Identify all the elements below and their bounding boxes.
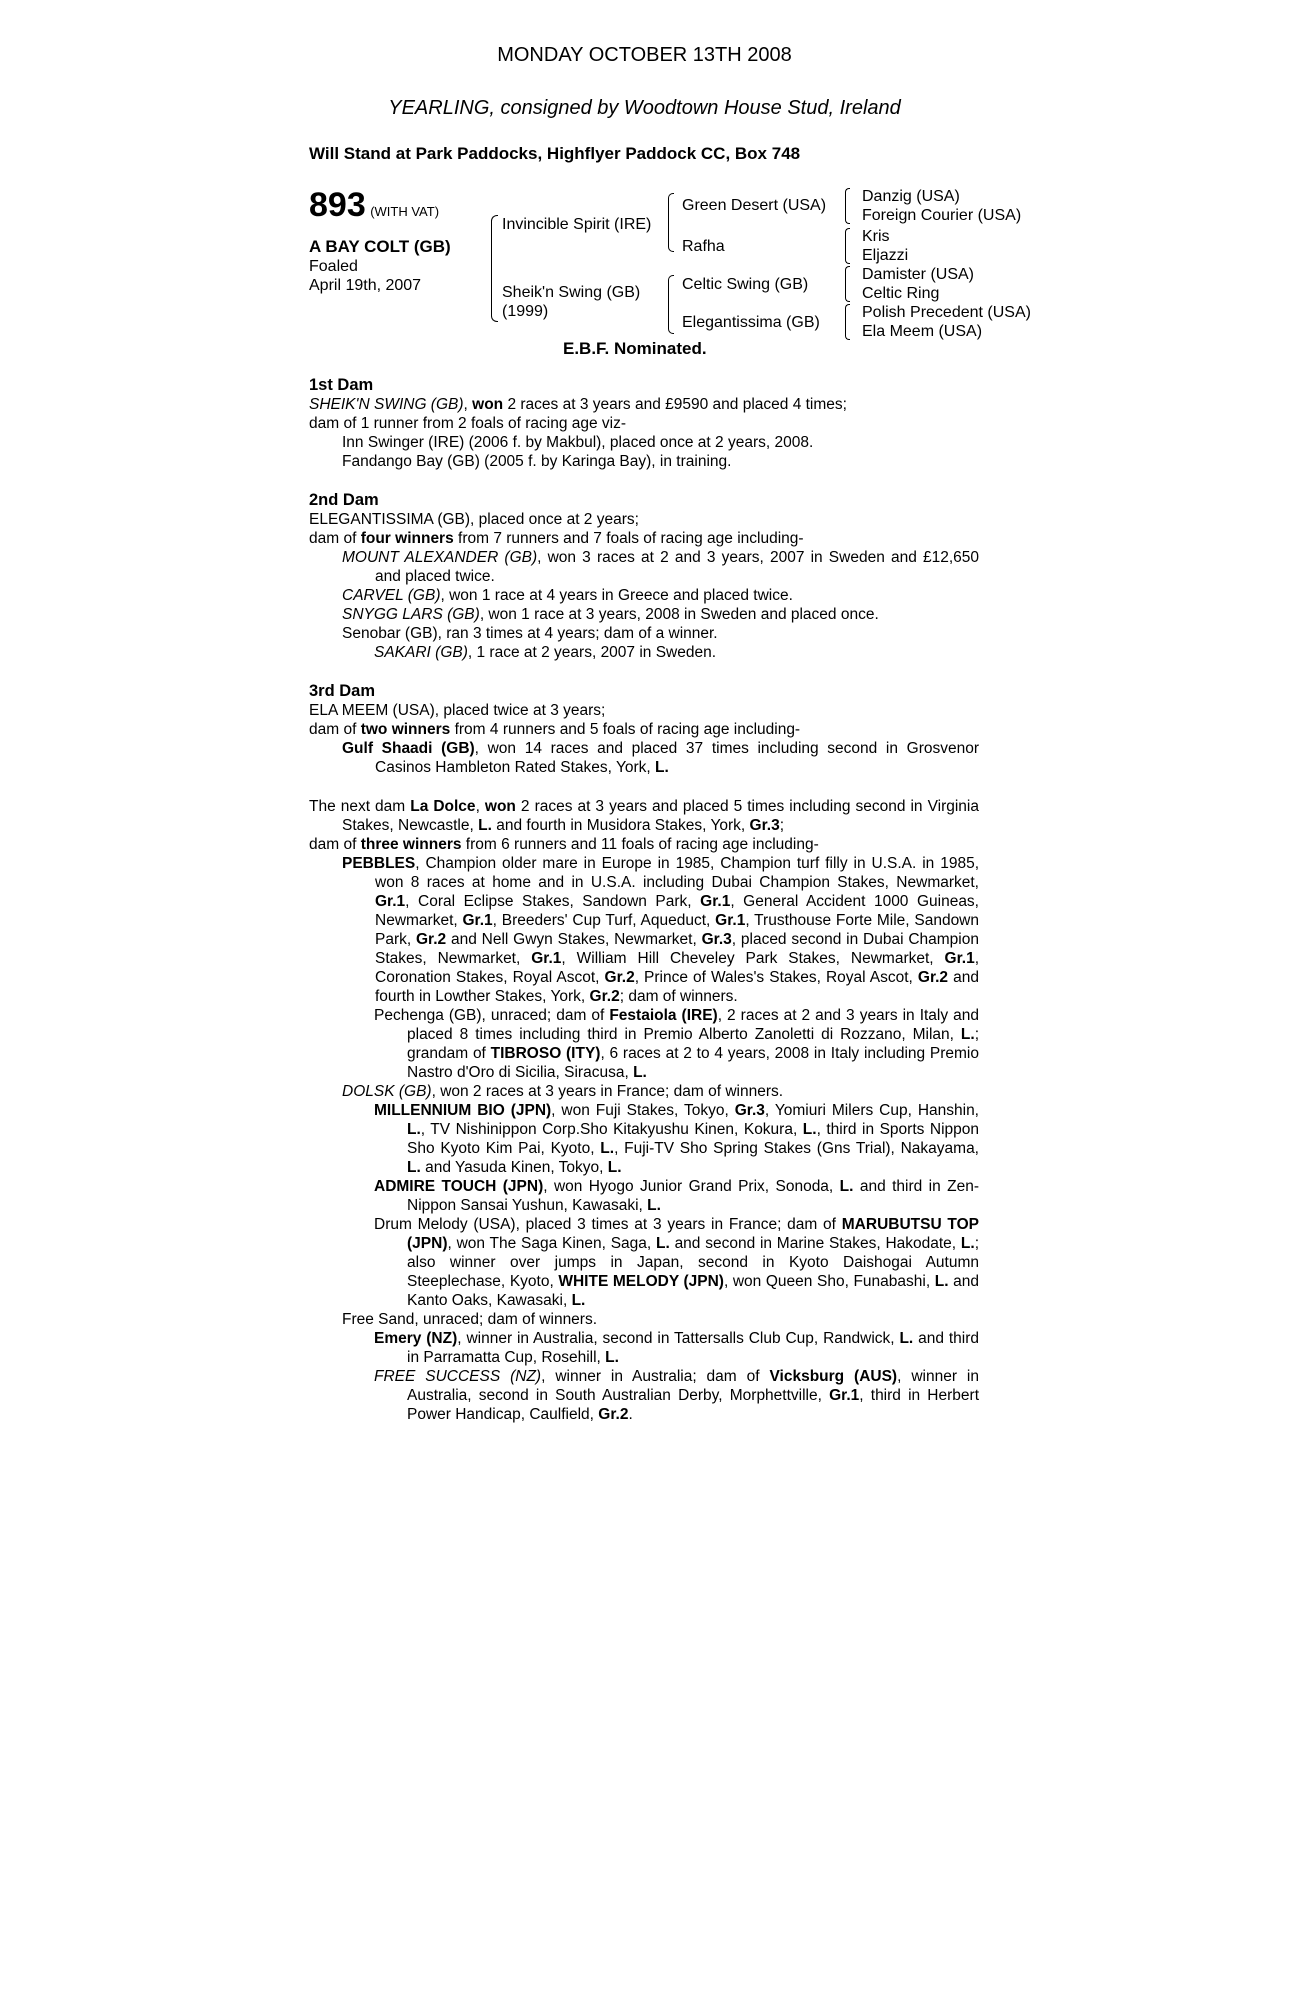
vat-note: (WITH VAT)	[370, 204, 440, 219]
pedigree-dds: Polish Precedent (USA)	[862, 304, 1031, 321]
first-dam-section	[309, 376, 979, 471]
progeny-entry-pebbles: PEBBLES, Champion older mare in Europe in 1985, Champion turf filly in U.S.A. in 1985, won 8 races at home and in U.S.A. including Dubai Champion Stakes, Newmarket, Gr.1, Coral Eclipse Stakes, Sandown Park, Gr.1, General Accident 1000 Guineas, Newmarket, Gr.1, Breeders' Cup Turf, Aqueduct, Gr.1, Trusthouse Forte Mile, Sandown Park, Gr.2 and Nell Gwyn Stakes, Newmarket, Gr.3, placed second in Dubai Champion Stakes, Newmarket, Gr.1, William Hill Cheveley Park Stakes, Newmarket, Gr.1, Coronation Stakes, Royal Ascot, Gr.2, Prince of Wales's Stakes, Royal Ascot, Gr.2 and fourth in Lowther Stakes, York, Gr.2; dam of winners.	[342, 855, 980, 1005]
progeny-entry-dolsk: DOLSK (GB), won 2 races at 3 years in France; dam of winners.	[342, 1083, 784, 1100]
stand-location: Will Stand at Park Paddocks, Highflyer Paddock CC, Box 748	[309, 144, 801, 163]
pedigree-dam: Sheik'n Swing (GB)	[502, 284, 641, 301]
ebf-nominated: E.B.F. Nominated.	[563, 339, 707, 358]
pedigree-brace-ds	[845, 266, 850, 302]
progeny-entry: Senobar (GB), ran 3 times at 4 years; dam of a winner.	[342, 625, 718, 642]
pedigree-ddd: Ela Meem (USA)	[862, 323, 983, 340]
dam-line: ELEGANTISSIMA (GB), placed once at 2 years;	[309, 511, 639, 528]
pedigree-ssd: Foreign Courier (USA)	[862, 207, 1022, 224]
progeny-entry: Inn Swinger (IRE) (2006 f. by Makbul), placed once at 2 years, 2008.	[342, 434, 814, 451]
section-title: 2nd Dam	[309, 491, 379, 509]
next-dam-section	[309, 797, 979, 1424]
pedigree-dd: Elegantissima (GB)	[682, 314, 820, 331]
pedigree-brace-gen1	[491, 215, 498, 322]
section-title: 3rd Dam	[309, 682, 376, 700]
progeny-entry-drum-melody: Drum Melody (USA), placed 3 times at 3 years in France; dam of MARUBUTSU TOP (JPN), won The Saga Kinen, Saga, L. and second in Marine Stakes, Hakodate, L.; also winner over jumps in Japan, second in Kyoto Daishogai Autumn Steeplechase, Kyoto, WHITE MELODY (JPN), won Queen Sho, Funabashi, L. and Kanto Oaks, Kawasaki, L.	[374, 1216, 979, 1309]
progeny-entry-emery: Emery (NZ), winner in Australia, second in Tattersalls Club Cup, Randwick, L. and third in Parramatta Cup, Rosehill, L.	[374, 1330, 979, 1366]
second-dam-section	[309, 491, 979, 662]
dam-of-line: dam of two winners from 4 runners and 5 foals of racing age including-	[309, 721, 801, 738]
progeny-entry: CARVEL (GB), won 1 race at 4 years in Greece and placed twice.	[342, 587, 793, 604]
foaled-label: Foaled	[309, 258, 358, 275]
progeny-entry: SAKARI (GB), 1 race at 2 years, 2007 in Sweden.	[374, 644, 717, 661]
dam-line: SHEIK'N SWING (GB), won 2 races at 3 years and £9590 and placed 4 times;	[309, 396, 847, 413]
lot-header	[309, 186, 439, 225]
pedigree-ds: Celtic Swing (GB)	[682, 276, 809, 293]
pedigree-sdd: Eljazzi	[862, 247, 909, 264]
dam-of-line: dam of 1 runner from 2 foals of racing age viz-	[309, 415, 627, 432]
consignor-line: YEARLING, consigned by Woodtown House Stud, Ireland	[388, 97, 901, 119]
pedigree-sss: Danzig (USA)	[862, 188, 960, 205]
progeny-entry: Fandango Bay (GB) (2005 f. by Karinga Bay), in training.	[342, 453, 732, 470]
progeny-entry: SNYGG LARS (GB), won 1 race at 3 years, 2008 in Sweden and placed once.	[342, 606, 879, 623]
pedigree-dss: Damister (USA)	[862, 266, 975, 283]
catalogue-body	[309, 376, 979, 1424]
pedigree-ss: Green Desert (USA)	[682, 197, 827, 214]
pedigree-sds: Kris	[862, 228, 890, 245]
foaled-date: April 19th, 2007	[309, 277, 422, 294]
progeny-entry: MOUNT ALEXANDER (GB), won 3 races at 2 and 3 years, 2007 in Sweden and £12,650 and placed twice.	[342, 549, 979, 585]
progeny-entry: Gulf Shaadi (GB), won 14 races and placed 37 times including second in Grosvenor Casinos Hambleton Rated Stakes, York, L.	[342, 740, 979, 776]
pedigree-brace-sd	[845, 228, 850, 264]
third-dam-section	[309, 682, 979, 777]
sale-date: MONDAY OCTOBER 13TH 2008	[497, 44, 792, 66]
pedigree-dam-year: (1999)	[502, 303, 549, 320]
progeny-entry-millennium-bio: MILLENNIUM BIO (JPN), won Fuji Stakes, Tokyo, Gr.3, Yomiuri Milers Cup, Hanshin, L., TV Nishinippon Corp.Sho Kitakyushu Kinen, Kokura, L., third in Sports Nippon Sho Kyoto Kim Pai, Kyoto, L., Fuji-TV Sho Spring Stakes (Gns Trial), Nakayama, L. and Yasuda Kinen, Tokyo, L.	[374, 1102, 979, 1176]
pedigree-dsd: Celtic Ring	[862, 285, 940, 302]
pedigree-brace-dam	[668, 275, 674, 334]
section-title: 1st Dam	[309, 376, 374, 394]
progeny-entry-free-sand: Free Sand, unraced; dam of winners.	[342, 1311, 598, 1328]
pedigree-sd: Rafha	[682, 238, 725, 255]
dam-line: The next dam La Dolce, won 2 races at 3 years and placed 5 times including second in Virginia Stakes, Newcastle, L. and fourth in Musidora Stakes, York, Gr.3;	[309, 798, 979, 834]
pedigree-brace-ss	[845, 188, 850, 224]
dam-of-line: dam of four winners from 7 runners and 7 foals of racing age including-	[309, 530, 804, 547]
progeny-entry-admire-touch: ADMIRE TOUCH (JPN), won Hyogo Junior Grand Prix, Sonoda, L. and third in Zen-Nippon Sansai Yushun, Kawasaki, L.	[374, 1178, 979, 1214]
progeny-entry-pechenga: Pechenga (GB), unraced; dam of Festaiola (IRE), 2 races at 2 and 3 years in Italy and placed 8 times including third in Premio Alberto Zanoletti di Rozzano, Milan, L.; grandam of TIBROSO (ITY), 6 races at 2 to 4 years, 2008 in Italy including Premio Nastro d'Oro di Sicilia, Siracusa, L.	[374, 1007, 979, 1081]
lot-name: A BAY COLT (GB)	[309, 237, 451, 256]
dam-line: ELA MEEM (USA), placed twice at 3 years;	[309, 702, 606, 719]
lot-number: 893	[309, 186, 366, 224]
pedigree-brace-dd	[845, 304, 850, 340]
dam-of-line: dam of three winners from 6 runners and 11 foals of racing age including-	[309, 836, 819, 853]
pedigree-brace-sire	[668, 193, 674, 252]
pedigree-sire: Invincible Spirit (IRE)	[502, 216, 652, 233]
progeny-entry-free-success: FREE SUCCESS (NZ), winner in Australia; dam of Vicksburg (AUS), winner in Australia, second in South Australian Derby, Morphettville, Gr.1, third in Herbert Power Handicap, Caulfield, Gr.2.	[374, 1368, 979, 1423]
